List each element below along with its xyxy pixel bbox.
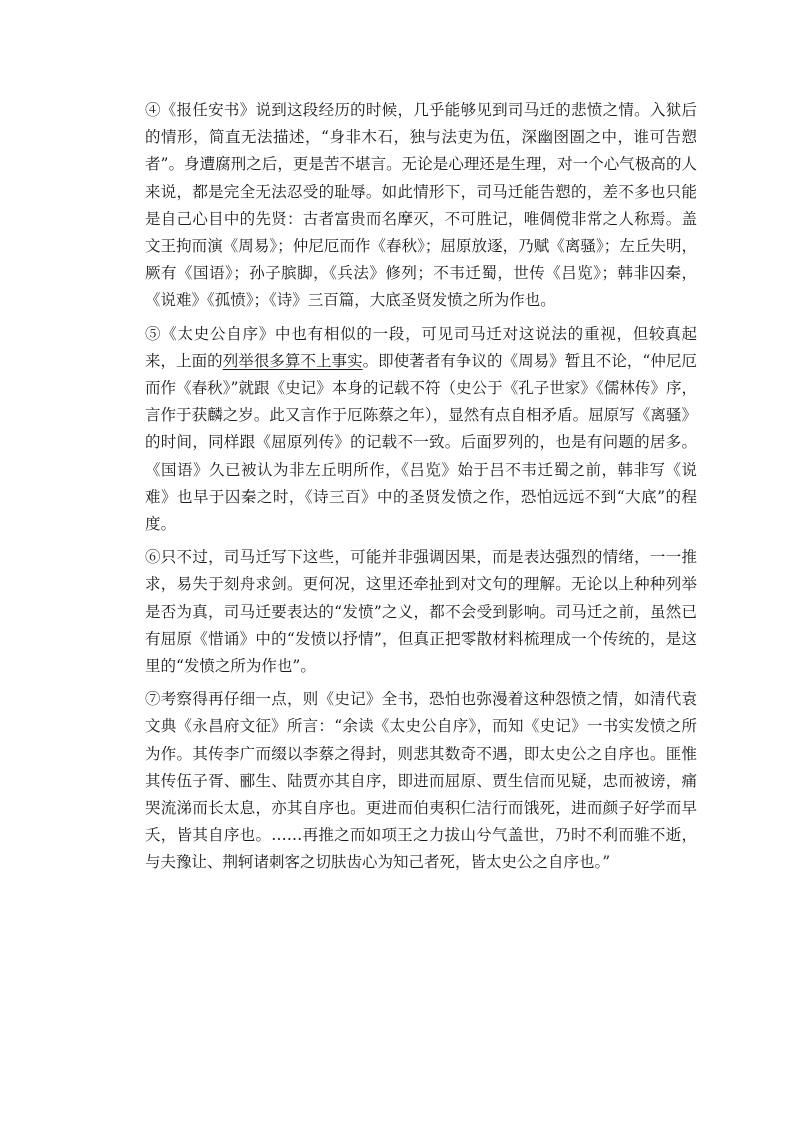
paragraph-5-lead: ⑤《太史公自序》中也有相似的一段，可见司马迁对这说法的重视，但较真起来，上面的 (145, 324, 697, 370)
paragraph-6: ⑥只不过，司马迁写下这些，可能并非强调因果，而是表达强烈的情绪，一一推求，易失于刻舟求剑。更何况，这里还牵扯到对文句的理解。无论以上种种列举是否为真，司马迁要表达的“发愤”之义，都不会受到影响。司马迁之前，虽然已有屈原《惜诵》中的“发愤以抒情”，但真正把零散材料梳理成一个传统的，是这里的“发愤之所为作也”。 (145, 548, 697, 676)
paragraph-5 (145, 321, 697, 539)
paragraph-4: ④《报任安书》说到这段经历的时候，几乎能够见到司马迁的悲愤之情。入狱后的情形，简直无法描述，“身非木石，独与法吏为伍，深幽囹圄之中，谁可告愬者”。身遭腐刑之后，更是苦不堪言。无论是心理还是生理，对一个心气极高的人来说，都是完全无法忍受的耻辱。如此情形下，司马迁能告愬的，差不多也只能是自己心目中的先贤：古者富贵而名摩灭，不可胜记，唯倜傥非常之人称焉。盖文王拘而演《周易》；仲尼厄而作《春秋》；屈原放逐，乃赋《离骚》；左丘失明，厥有《国语》；孙子膑脚，《兵法》修列；不韦迁蜀，世传《吕览》；韩非囚秦，《说难》《孤愤》；《诗》三百篇，大底圣贤发愤之所为作也。 (145, 101, 697, 310)
paragraph-7: ⑦考察得再仔细一点，则《史记》全书，恐怕也弥漫着这种怨愤之情，如清代袁文典《永昌府文征》所言：“余读《太史公自序》，而知《史记》一书实发愤之所为作。其传李广而缀以李蔡之得封，则悲其数奇不遇，即太史公之自序也。匪惟其传伍子胥、郦生、陆贾亦其自序，即进而屈原、贾生信而见疑，忠而被谤，痛哭流涕而长太息，亦其自序也。更进而伯夷积仁洁行而饿死，进而颜子好学而早夭，皆其自序也。……再推之而如项王之力拔山兮气盖世，乃时不利而骓不逝，与夫豫让、荆轲诸刺客之切肤齿心为知己者死，皆太史公之自序也。” (145, 690, 697, 872)
article-body (145, 97, 697, 883)
underlined-phrase: 列举很多算不上事实 (222, 351, 363, 370)
paragraph-5-rest: 。即使著者有争议的《周易》暂且不论，“仲尼厄而作《春秋》”就跟《史记》本身的记载不符（史公于《孔子世家》《儒林传》序，言作于获麟之岁。此又言作于厄陈蔡之年），显然有点自相矛盾。屈原写《离骚》的时间，同样跟《屈原列传》的记载不一致。后面罗列的，也是有问题的居多。《国语》久已被认为非左丘明所作，《吕览》始于吕不韦迁蜀之前，韩非写《说难》也早于囚秦之时，《诗三百》中的圣贤发愤之作，恐怕远远不到“大底”的程度。 (145, 351, 697, 534)
